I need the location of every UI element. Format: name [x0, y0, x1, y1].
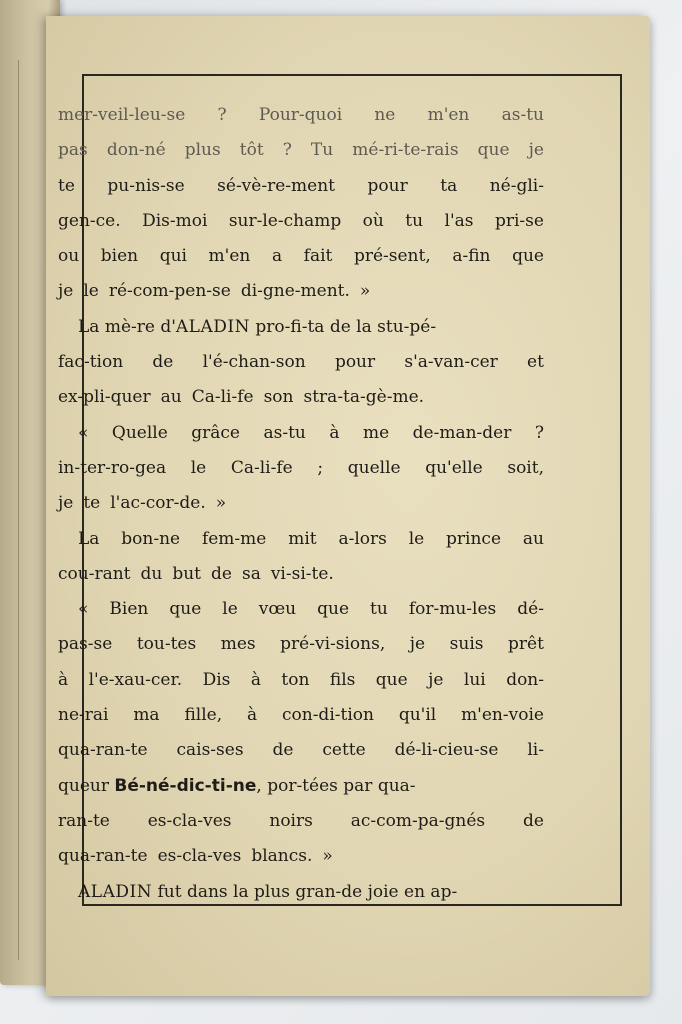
- word: pour: [334, 352, 376, 373]
- word: son: [263, 387, 294, 408]
- word: pour: [367, 175, 408, 196]
- word: te: [83, 493, 101, 514]
- word: Tu: [310, 140, 334, 161]
- word: dé-: [517, 599, 544, 620]
- word: Ca-li-fe: [230, 457, 293, 478]
- word: m'en: [427, 105, 470, 125]
- word: cette: [322, 740, 366, 761]
- previous-page-frame-edge: [0, 60, 19, 960]
- word: grâce: [191, 422, 240, 443]
- word: je: [58, 281, 74, 302]
- word: con-di-tion: [281, 705, 374, 726]
- paragraph-start: ALADIN fut dans la plus gran-de joie en ap-: [78, 881, 458, 902]
- word: bien: [100, 246, 139, 267]
- word: que: [317, 599, 350, 620]
- word: fem-me: [201, 528, 267, 549]
- word: prince: [446, 528, 502, 549]
- word: ;: [317, 457, 324, 478]
- word: mer-veil-leu-se: [58, 105, 186, 125]
- word: stra-ta-gè-me.: [303, 387, 425, 408]
- word: cou-rant: [58, 563, 131, 584]
- word: quelle: [347, 457, 401, 478]
- text-line: [58, 310, 544, 345]
- word: fait: [303, 246, 333, 267]
- word: m'en: [208, 246, 251, 267]
- word: dé-li-cieu-se: [394, 740, 499, 761]
- word: au: [160, 387, 182, 408]
- text-line: [58, 522, 544, 557]
- word: pré-sent,: [353, 246, 431, 267]
- text-line: [58, 839, 544, 874]
- word: qu'il: [398, 705, 437, 726]
- word: »: [359, 281, 371, 302]
- word: de: [211, 563, 232, 584]
- word: m'en-voie: [461, 705, 544, 726]
- word: ne-rai: [58, 705, 109, 726]
- word: don-né: [106, 140, 166, 161]
- text-line: [58, 98, 544, 133]
- word: ex-pli-quer: [58, 387, 151, 408]
- word: blancs.: [251, 846, 313, 867]
- text-line: [58, 380, 544, 415]
- word: a: [271, 246, 283, 267]
- text-line: [58, 698, 544, 733]
- word: in-ter-ro-gea: [58, 457, 167, 478]
- word: je: [428, 669, 444, 690]
- word: sé-vè-re-ment: [217, 175, 335, 196]
- word: Dis-moi: [142, 210, 208, 231]
- word: prêt: [508, 634, 544, 655]
- text-line: [58, 663, 544, 698]
- word: de-man-der: [412, 422, 512, 443]
- word: à: [58, 669, 69, 690]
- word: ou: [58, 246, 80, 267]
- word: tou-tes: [136, 634, 197, 655]
- word: li-: [527, 740, 544, 761]
- word: qu'elle: [425, 457, 483, 478]
- word: a-lors: [338, 528, 387, 549]
- word: l'as: [444, 210, 474, 231]
- word: pas: [58, 140, 88, 161]
- word: l'ac-cor-de.: [110, 493, 206, 514]
- word: bon-ne: [121, 528, 181, 549]
- word: don-: [506, 669, 544, 690]
- word: qui: [159, 246, 187, 267]
- word: fils: [329, 669, 356, 690]
- benedictine-brand: Bé-né-dic-ti-ne: [114, 775, 257, 796]
- word: Dis: [202, 669, 231, 690]
- word: je: [528, 140, 544, 161]
- word: ne: [374, 105, 396, 125]
- word: es-cla-ves: [157, 846, 242, 867]
- word: mé-ri-te-rais: [352, 140, 459, 161]
- word: ac-com-pa-gnés: [350, 810, 486, 831]
- word: but: [172, 563, 202, 584]
- word: «: [78, 599, 89, 620]
- word: »: [215, 493, 227, 514]
- page-text: [58, 98, 544, 910]
- word: «: [78, 422, 89, 443]
- text-line: [58, 239, 544, 274]
- word: pu-nis-se: [107, 175, 185, 196]
- word: lui: [463, 669, 486, 690]
- text-line: [58, 557, 544, 592]
- word: »: [322, 846, 333, 867]
- word: à: [246, 705, 258, 726]
- word: où: [362, 210, 384, 231]
- word: ?: [282, 140, 292, 161]
- word: plus: [184, 140, 221, 161]
- word: ta: [440, 175, 458, 196]
- word: s'a-van-cer: [404, 352, 498, 373]
- text-line: [58, 274, 544, 309]
- text-line: [58, 486, 544, 521]
- word: me: [362, 422, 390, 443]
- word: au: [522, 528, 544, 549]
- word: te: [58, 175, 75, 196]
- word: que: [477, 140, 510, 161]
- word: sur-le-champ: [228, 210, 342, 231]
- word: pri-se: [494, 210, 544, 231]
- word: le: [222, 599, 238, 620]
- word: tu: [370, 599, 388, 620]
- word: le: [83, 281, 99, 302]
- word: Pour-quoi: [258, 105, 343, 125]
- word: for-mu-les: [408, 599, 497, 620]
- word: as-tu: [501, 105, 544, 125]
- word: l'e-xau-cer.: [88, 669, 183, 690]
- word: La: [78, 528, 100, 549]
- word: mit: [288, 528, 317, 549]
- word: du: [140, 563, 163, 584]
- word: as-tu: [263, 422, 306, 443]
- word: vi-si-te.: [270, 563, 334, 584]
- word: pas-se: [58, 634, 113, 655]
- text-line: [58, 345, 544, 380]
- word: noirs: [269, 810, 313, 831]
- liqueur-line: queur Bé-né-dic-ti-ne, por-tées par qua-: [58, 775, 416, 796]
- word: tôt: [239, 140, 264, 161]
- text-line: [58, 204, 544, 239]
- word: ran-te: [58, 810, 110, 831]
- word: de: [272, 740, 294, 761]
- word: qua-ran-te: [58, 740, 148, 761]
- word: di-gne-ment.: [240, 281, 350, 302]
- word: vœu: [258, 599, 297, 620]
- word: Bien: [109, 599, 149, 620]
- text-line: [58, 416, 544, 451]
- word: mes: [220, 634, 256, 655]
- word: né-gli-: [489, 175, 544, 196]
- text-line: [58, 592, 544, 627]
- word: ré-com-pen-se: [108, 281, 231, 302]
- word: ton: [281, 669, 310, 690]
- text-line: [58, 733, 544, 768]
- word: de: [523, 810, 544, 831]
- text-line: [58, 627, 544, 662]
- word: qua-ran-te: [58, 846, 148, 867]
- word: ma: [133, 705, 160, 726]
- word: l'é-chan-son: [202, 352, 306, 373]
- word: ?: [534, 422, 544, 443]
- word: soit,: [507, 457, 544, 478]
- word: à: [329, 422, 340, 443]
- word: fac-tion: [58, 352, 124, 373]
- paragraph-start: La mè-re d'ALADIN pro-fi-ta de la stu-pé-: [78, 316, 437, 337]
- word: de: [152, 352, 174, 373]
- word: je: [58, 493, 74, 514]
- word: que: [512, 246, 544, 267]
- word: fille,: [184, 705, 223, 726]
- text-line: [58, 769, 544, 804]
- word: que: [169, 599, 202, 620]
- word: que: [375, 669, 408, 690]
- word: a-fin: [452, 246, 491, 267]
- word: et: [527, 352, 544, 373]
- word: ?: [217, 105, 227, 125]
- text-line: [58, 133, 544, 168]
- word: le: [408, 528, 425, 549]
- text-line: [58, 451, 544, 486]
- text-line: [58, 169, 544, 204]
- word: tu: [405, 210, 424, 231]
- word: es-cla-ves: [147, 810, 232, 831]
- word: cais-ses: [176, 740, 244, 761]
- word: Ca-li-fe: [191, 387, 254, 408]
- text-line: [58, 875, 544, 910]
- word: pré-vi-sions,: [280, 634, 386, 655]
- text-line: [58, 804, 544, 839]
- word: le: [190, 457, 207, 478]
- word: suis: [449, 634, 484, 655]
- word: à: [250, 669, 261, 690]
- word: sa: [241, 563, 261, 584]
- word: gen-ce.: [58, 210, 121, 231]
- word: Quelle: [111, 422, 168, 443]
- word: je: [409, 634, 426, 655]
